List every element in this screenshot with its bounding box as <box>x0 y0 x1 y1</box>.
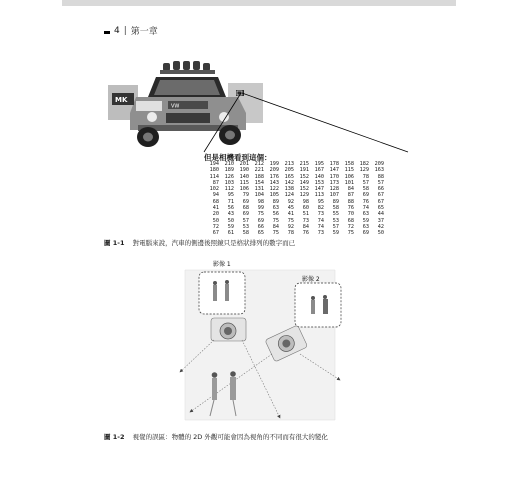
matrix-cell: 75 <box>257 211 264 218</box>
matrix-cell: 53 <box>332 217 339 224</box>
pixel-matrix <box>204 161 414 237</box>
image1-label: 影像 1 <box>213 261 231 268</box>
figure1-caption-label: 圖 1-1 <box>104 239 125 247</box>
matrix-cell: 92 <box>287 223 294 230</box>
matrix-cell: 68 <box>347 217 354 224</box>
matrix-cell: 78 <box>287 230 294 237</box>
matrix-cell: 57 <box>242 217 249 224</box>
header-separator: | <box>123 25 127 36</box>
car-photo <box>108 55 263 150</box>
matrix-cell: 66 <box>377 186 384 193</box>
matrix-cell: 56 <box>227 205 234 212</box>
matrix-cell: 158 <box>344 161 354 167</box>
matrix-cell: 74 <box>317 217 324 224</box>
matrix-cell: 63 <box>362 211 369 218</box>
matrix-cell: 103 <box>224 179 234 186</box>
matrix-cell: 69 <box>257 217 264 224</box>
matrix-cell: 70 <box>347 211 354 218</box>
matrix-row <box>204 230 414 236</box>
matrix-cell: 89 <box>272 198 279 205</box>
matrix-cell: 173 <box>329 179 339 186</box>
matrix-cell: 66 <box>257 223 264 230</box>
matrix-cell: 106 <box>344 173 354 180</box>
page-header <box>104 24 158 37</box>
matrix-cell: 60 <box>302 205 309 212</box>
matrix-cell: 138 <box>284 186 294 193</box>
matrix-cell: 163 <box>374 167 384 174</box>
matrix-cell: 74 <box>362 205 369 212</box>
matrix-cell: 131 <box>254 186 264 193</box>
matrix-cell: 78 <box>362 173 369 180</box>
chapter-title: 第一章 <box>130 27 158 37</box>
matrix-cell: 41 <box>212 205 219 212</box>
svg-text:VW: VW <box>171 103 180 110</box>
figure2-caption <box>104 432 328 441</box>
page-number: 4 <box>114 25 120 36</box>
matrix-cell: 88 <box>347 198 354 205</box>
matrix-cell: 142 <box>284 179 294 186</box>
matrix-cell: 113 <box>314 192 324 199</box>
figure1-caption-text: 對電腦來說，汽車的側邊後照鏡只是格狀排列的數字而已 <box>132 239 296 247</box>
matrix-cell: 75 <box>287 217 294 224</box>
matrix-cell: 182 <box>359 161 369 167</box>
matrix-cell: 51 <box>302 211 309 218</box>
matrix-cell: 140 <box>314 173 324 180</box>
matrix-cell: 147 <box>314 186 324 193</box>
matrix-cell: 213 <box>284 161 294 167</box>
matrix-cell: 94 <box>212 192 219 199</box>
matrix-cell: 87 <box>212 179 219 186</box>
matrix-cell: 104 <box>254 192 264 199</box>
matrix-cell: 88 <box>377 173 384 180</box>
matrix-cell: 178 <box>329 161 339 167</box>
top-bar <box>62 0 456 6</box>
matrix-cell: 188 <box>254 173 264 180</box>
image2-label: 影像 2 <box>302 276 320 283</box>
matrix-cell: 67 <box>377 198 384 205</box>
matrix-cell: 210 <box>224 161 234 167</box>
matrix-cell: 84 <box>302 223 309 230</box>
matrix-cell: 152 <box>299 173 309 180</box>
matrix-cell: 95 <box>227 192 234 199</box>
matrix-cell: 124 <box>284 192 294 199</box>
matrix-cell: 105 <box>269 192 279 199</box>
matrix-cell: 153 <box>314 179 324 186</box>
matrix-cell: 59 <box>332 230 339 237</box>
matrix-cell: 126 <box>224 173 234 180</box>
matrix-cell: 122 <box>269 186 279 193</box>
figure2-diagram <box>0 250 520 430</box>
matrix-cell: 57 <box>332 223 339 230</box>
matrix-cell: 50 <box>377 230 384 237</box>
matrix-cell: 102 <box>209 186 219 193</box>
matrix-cell: 79 <box>242 192 249 199</box>
matrix-cell: 176 <box>269 173 279 180</box>
matrix-cell: 58 <box>362 186 369 193</box>
matrix-cell: 68 <box>212 198 219 205</box>
matrix-cell: 84 <box>347 186 354 193</box>
figure1-caption <box>104 238 295 247</box>
matrix-cell: 165 <box>284 173 294 180</box>
matrix-cell: 189 <box>224 167 234 174</box>
matrix-cell: 209 <box>374 161 384 167</box>
matrix-cell: 143 <box>269 179 279 186</box>
matrix-cell: 107 <box>329 192 339 199</box>
matrix-cell: 57 <box>362 179 369 186</box>
matrix-cell: 167 <box>314 167 324 174</box>
matrix-cell: 194 <box>209 161 219 167</box>
matrix-cell: 59 <box>362 217 369 224</box>
matrix-cell: 45 <box>287 205 294 212</box>
matrix-cell: 43 <box>227 211 234 218</box>
matrix-cell: 73 <box>317 230 324 237</box>
matrix-cell: 190 <box>239 167 249 174</box>
matrix-cell: 57 <box>377 179 384 186</box>
matrix-cell: 69 <box>362 230 369 237</box>
matrix-cell: 128 <box>329 186 339 193</box>
matrix-cell: 180 <box>209 167 219 174</box>
matrix-cell: 63 <box>272 205 279 212</box>
matrix-cell: 59 <box>227 223 234 230</box>
matrix-cell: 58 <box>242 230 249 237</box>
matrix-cell: 50 <box>212 217 219 224</box>
matrix-cell: 201 <box>239 161 249 167</box>
matrix-cell: 58 <box>332 205 339 212</box>
matrix-cell: 67 <box>377 192 384 199</box>
matrix-cell: 74 <box>317 223 324 230</box>
matrix-cell: 71 <box>227 198 234 205</box>
matrix-cell: 191 <box>299 167 309 174</box>
matrix-cell: 72 <box>347 223 354 230</box>
matrix-cell: 56 <box>272 211 279 218</box>
matrix-cell: 154 <box>254 179 264 186</box>
matrix-cell: 129 <box>359 167 369 174</box>
matrix-cell: 170 <box>329 173 339 180</box>
figure2-caption-label: 圖 1-2 <box>104 433 125 441</box>
matrix-cell: 209 <box>269 167 279 174</box>
matrix-cell: 72 <box>212 223 219 230</box>
matrix-cell: 67 <box>212 230 219 237</box>
camera1-icon <box>211 318 246 341</box>
header-mark <box>104 31 110 34</box>
matrix-cell: 84 <box>272 223 279 230</box>
matrix-cell: 37 <box>377 217 384 224</box>
matrix-cell: 73 <box>317 211 324 218</box>
matrix-cell: 44 <box>377 211 384 218</box>
matrix-cell: 98 <box>257 198 264 205</box>
matrix-cell: 99 <box>257 205 264 212</box>
matrix-cell: 69 <box>242 211 249 218</box>
matrix-cell: 65 <box>377 205 384 212</box>
matrix-cell: 55 <box>332 211 339 218</box>
figure2-caption-text: 視覺的誤區：物體的 2D 外觀可能會因為視角的不同而有很大的變化 <box>132 433 328 441</box>
matrix-cell: 50 <box>227 217 234 224</box>
matrix-cell: 115 <box>344 167 354 174</box>
matrix-cell: 76 <box>347 205 354 212</box>
matrix-cell: 212 <box>254 161 264 167</box>
matrix-cell: 221 <box>254 167 264 174</box>
matrix-cell: 195 <box>314 161 324 167</box>
matrix-cell: 87 <box>347 192 354 199</box>
matrix-cell: 42 <box>377 223 384 230</box>
matrix-cell: 75 <box>272 230 279 237</box>
matrix-cell: 82 <box>317 205 324 212</box>
matrix-cell: 149 <box>299 179 309 186</box>
matrix-title: 但是相機看到這個： <box>204 153 272 162</box>
matrix-cell: 101 <box>344 179 354 186</box>
matrix-cell: 53 <box>242 223 249 230</box>
matrix-cell: 106 <box>239 186 249 193</box>
matrix-cell: 98 <box>302 198 309 205</box>
matrix-cell: 76 <box>302 230 309 237</box>
matrix-cell: 115 <box>239 179 249 186</box>
matrix-cell: 69 <box>242 198 249 205</box>
matrix-cell: 61 <box>227 230 234 237</box>
matrix-cell: 112 <box>224 186 234 193</box>
matrix-cell: 129 <box>299 192 309 199</box>
matrix-cell: 199 <box>269 161 279 167</box>
matrix-cell: 68 <box>242 205 249 212</box>
matrix-cell: 76 <box>362 198 369 205</box>
matrix-cell: 95 <box>317 198 324 205</box>
matrix-cell: 65 <box>257 230 264 237</box>
matrix-cell: 152 <box>299 186 309 193</box>
matrix-cell: 147 <box>329 167 339 174</box>
matrix-cell: 205 <box>284 167 294 174</box>
matrix-cell: 73 <box>302 217 309 224</box>
matrix-cell: 215 <box>299 161 309 167</box>
matrix-cell: 140 <box>239 173 249 180</box>
matrix-cell: 63 <box>362 223 369 230</box>
matrix-cell: 41 <box>287 211 294 218</box>
matrix-cell: 69 <box>362 192 369 199</box>
svg-text:MK: MK <box>115 96 128 104</box>
matrix-cell: 114 <box>209 173 219 180</box>
matrix-cell: 92 <box>287 198 294 205</box>
matrix-cell: 75 <box>347 230 354 237</box>
matrix-cell: 89 <box>332 198 339 205</box>
matrix-cell: 75 <box>272 217 279 224</box>
matrix-cell: 20 <box>212 211 219 218</box>
